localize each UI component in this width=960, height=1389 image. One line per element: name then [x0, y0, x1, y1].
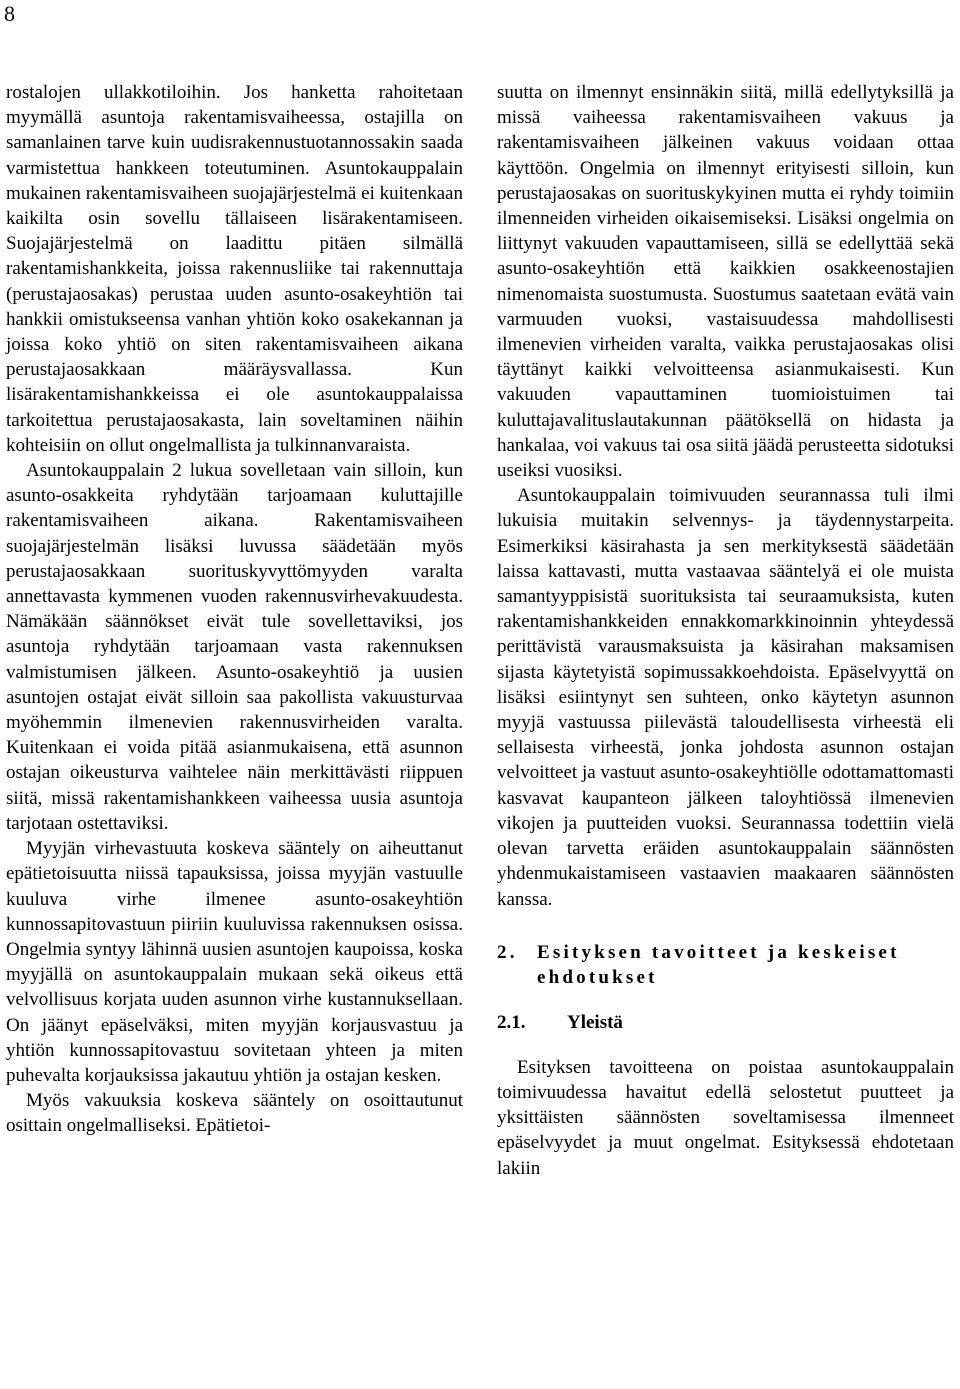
paragraph: rostalojen ullakkotiloihin. Jos hanketta rahoitetaan myymällä asuntoja rakentamisvaiheessa, ostajilla on samanlainen tarve kuin uudisrakennustuotannossakin saada varmistettua hankkeen toteutuminen. Asuntokauppalain mukainen rakentamisvaiheen suojajärjestelmä ei kuitenkaan kaikilta osin sovellu tällaiseen lisärakentamiseen. Suojajärjestelmä on laadittu pitäen silmällä rakentamishankkeita, joissa rakennusliike tai rakennuttaja (perustajaosakas) perustaa uuden asunto-osakeyhtiön tai hankkii omistukseensa vanhan yhtiön koko osakekannan ja joissa koko yhtiö on siten rakentamisvaiheen aikana perustajaosakkaan määräysvallassa. Kun lisärakentamishankkeissa ei ole asuntokauppalaissa tarkoitettua perustajaosakasta, lain soveltaminen näihin kohteisiin on ollut ongelmallista ja tulkinnanvaraista.	[6, 82, 463, 456]
paragraph: Esityksen tavoitteena on poistaa asuntokauppalain toimivuudessa havaitut edellä selostetut puutteet ja yksittäisten säännösten soveltamisessa ilmenneet epäselvyydet ja muut ongelmat. Esityksessä ehdotetaan lakiin	[497, 1056, 954, 1179]
paragraph: Asuntokauppalain toimivuuden seurannassa tuli ilmi lukuisia muitakin selvennys- ja täydennystarpeita. Esimerkiksi käsirahasta ja sen merkityksestä säädetään laissa kattavasti, mutta vastaavaa sääntelyä ei ole muista samantyyppisistä suorituksista tai seuraamuksista, kuten rakentamishankkeiden ennakkomarkkinoinnin yhteydessä perittävistä varausmaksuista ja käsirahan maksamisen sijasta käytetyistä sopimussakkoehdoista. Epäselvyyttä on lisäksi esiintynyt sen suhteen, onko käytetyn asunnon myyjä vastuussa piilevästä taloudellisesta virheestä eli sellaisesta virheestä, jonka johdosta asunnon ostajan velvoitteet ja vastuut asunto-osakeyhtiölle odottamattomasti kasvavat kaupanteon jälkeen taloyhtiössä ilmenevien vikojen ja puutteiden vuoksi. Seurannassa todettiin vielä olevan tarvetta eräiden asuntokauppalain säännösten yhdenmukaistamiseen vastaavien maakaaren säännösten kanssa.	[497, 485, 954, 910]
paragraph: suutta on ilmennyt ensinnäkin siitä, millä edellytyksillä ja missä vaiheessa rakentamisvaiheen vakuus ja rakentamisvaiheen jälkeinen vakuus voidaan ottaa käyttöön. Ongelmia on ilmennyt erityisesti silloin, kun perustajaosakas on suorituskykyinen mutta ei ryhdy toimiin ilmenneiden virheiden oikaisemiseksi. Lisäksi ongelmia on liittynyt vakuuden vapauttamiseen, sillä se edellyttää sekä asunto-osakeyhtiön että kaikkien osakkeenostajien nimenomaista suostumusta. Suostumus saatetaan evätä vain varmuuden vuoksi, vastaisuudessa mahdollisesti ilmenevien virheiden varalta, vaikka perustajaosakas olisi täyttänyt kaikki velvoitteensa asianmukaisesti. Kun vakuuden vapauttaminen tuomioistuimen tai kuluttajavalituslautakunnan päätöksellä on hidasta ja hankalaa, voi vakuus tai osa siitä jäädä perusteetta sidotuksi useiksi vuosiksi.	[497, 82, 954, 482]
section-heading-text: Esityksen tavoitteet ja keskeiset ehdotukset	[537, 941, 900, 988]
page-number: 8	[4, 1, 15, 26]
paragraph: Myyjän virhevastuuta koskeva sääntely on aiheuttanut epätietoisuutta niissä tapauksissa, joissa myyjän vastuulle kuuluva virhe ilmenee asunto-osakeyhtiön kunnossapitovastuun piiriin kuuluvissa rakennuksen osissa. Ongelmia syntyy lähinnä uusien asuntojen kaupoissa, koska myyjällä on asuntokauppalain mukaan sekä oikeus että velvollisuus korjata uuden asunnon virhe kustannuksellaan. On jäänyt epäselväksi, miten myyjän korjausvastuu ja yhtiön kunnossapitovastuu sovitetaan yhteen ja miten puhevalta korjauksissa jakautuu yhtiön ja ostajan kesken.	[6, 838, 463, 1086]
section-heading-number: 2.	[497, 941, 518, 963]
right-column	[497, 80, 954, 1181]
left-column	[6, 80, 463, 1139]
paragraph: Asuntokauppalain 2 lukua sovelletaan vain silloin, kun asunto-osakkeita ryhdytään tarjoamaan kuluttajille rakentamisvaiheen aikana. Rakentamisvaiheen suojajärjestelmän lisäksi luvussa säädetään myös perustajaosakkaan suorituskyvyttömyyden varalta annettavasta kymmenen vuoden rakennusvirhevakuudesta. Nämäkään säännökset eivät tule sovellettaviksi, jos asuntoja ryhdytään tarjoamaan vasta rakennuksen valmistumisen jälkeen. Asunto-osakeyhtiö ja uusien asuntojen ostajat eivät silloin saa pakollista vakuusturvaa myöhemmin ilmenevien rakennusvirheiden varalta. Kuitenkaan ei voida pitää asianmukaisena, että asunnon ostajan oikeusturva vaihtelee näin merkittävästi riippuen siitä, missä rakentamishankkeen vaiheessa uusia asuntoja tarjotaan ostettaviksi.	[6, 460, 463, 834]
subsection-heading-text: Yleistä	[567, 1011, 623, 1033]
paragraph: Myös vakuuksia koskeva sääntely on osoittautunut osittain ongelmalliseksi. Epätietoi-	[6, 1090, 463, 1137]
subsection-heading	[497, 1010, 954, 1035]
subsection-heading-number: 2.1.	[497, 1011, 526, 1033]
section-heading	[497, 940, 954, 990]
